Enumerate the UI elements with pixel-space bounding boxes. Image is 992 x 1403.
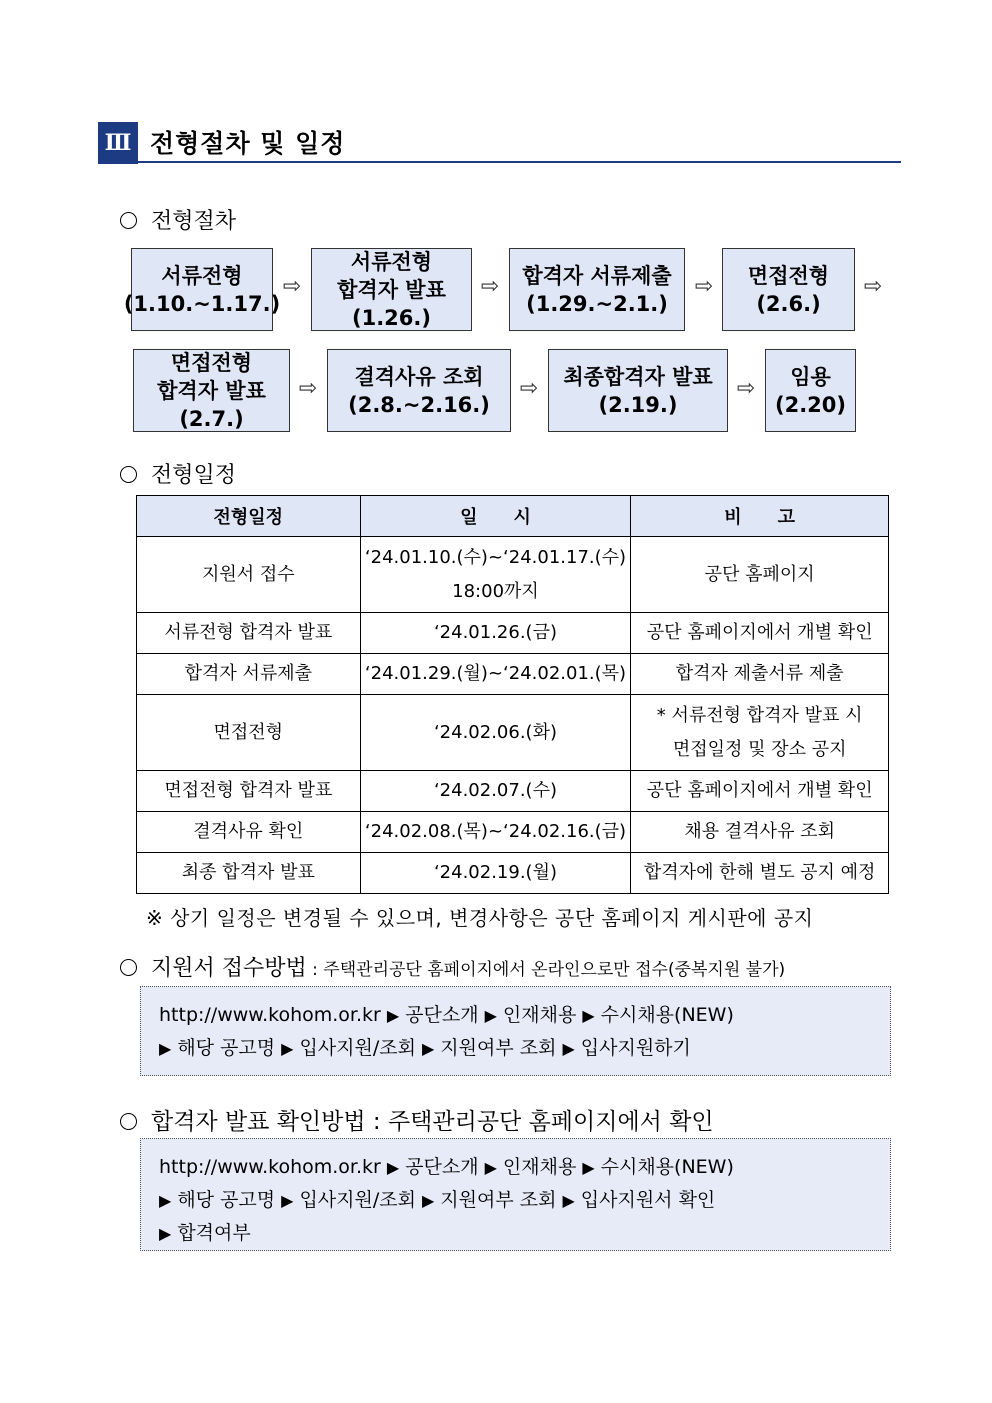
arrow-right-icon: ⇨ [736,376,756,401]
apply-heading [120,951,785,982]
cell-stage: 최종 합격자 발표 [137,853,361,894]
apply-heading-text: 지원서 접수방법 [151,956,307,981]
cell-date: ‘24.02.08.(목)~‘24.02.16.(금) [360,812,631,853]
step-line: 면접전형 [170,350,253,375]
schedule-heading [120,458,236,489]
cell-date: ‘24.02.19.(월) [360,853,631,894]
procedure-heading-text: 전형절차 [151,209,237,234]
cell-date: ‘24.02.06.(화) [360,695,631,771]
path-line [159,1032,872,1065]
cell-stage: 지원서 접수 [137,537,361,613]
table-row [137,613,889,654]
triangle-right-icon: ▶ [159,1224,172,1243]
path-step: 입사지원서 확인 [580,1189,716,1211]
step-line: (2.8.~2.16.) [348,392,490,417]
process-step-7 [548,349,728,432]
triangle-right-icon: ▶ [582,1006,595,1025]
note-line: 면접일정 및 장소 공지 [672,738,847,760]
table-row [137,771,889,812]
path-step: 수시채용(NEW) [600,1156,734,1178]
apply-description: : 주택관리공단 홈페이지에서 온라인으로만 접수(중복지원 불가) [306,960,786,980]
process-step-3 [509,248,685,331]
path-step: 공단소개 [405,1004,479,1026]
path-step: 해당 공고명 [177,1037,276,1059]
cell-note: 공단 홈페이지 [631,537,889,613]
path-line [159,1151,872,1184]
triangle-right-icon: ▶ [281,1191,294,1210]
step-line: (1.29.~2.1.) [526,291,668,316]
step-line: (1.10.~1.17.) [123,291,281,316]
cell-stage: 면접전형 [137,695,361,771]
cell-note: 합격자에 한해 별도 공지 예정 [631,853,889,894]
circle-bullet-icon [120,212,137,229]
step-line: (2.7.) [179,406,244,431]
column-header-note: 비 고 [631,496,889,537]
circle-bullet-icon [120,959,137,976]
cell-stage: 결격사유 확인 [137,812,361,853]
cell-note: 채용 결격사유 조회 [631,812,889,853]
triangle-right-icon: ▶ [484,1006,497,1025]
result-heading [120,1103,714,1136]
triangle-right-icon: ▶ [159,1039,172,1058]
step-line: 서류전형 [161,263,243,288]
triangle-right-icon: ▶ [562,1191,575,1210]
step-line: (2.6.) [756,291,821,316]
procedure-heading [120,204,236,235]
path-step: 지원여부 조회 [440,1189,557,1211]
process-step-6 [327,349,511,432]
schedule-heading-text: 전형일정 [151,463,237,488]
cell-note: 공단 홈페이지에서 개별 확인 [631,613,889,654]
section-title: 전형절차 및 일정 [150,129,346,158]
table-row [137,695,889,771]
section-underline [98,161,901,163]
schedule-footnote: ※ 상기 일정은 변경될 수 있으며, 변경사항은 공단 홈페이지 게시판에 공지 [146,906,814,930]
step-line: (2.20) [774,392,846,417]
result-heading-text: 합격자 발표 확인방법 : 주택관리공단 홈페이지에서 확인 [151,1109,714,1135]
table-row [137,812,889,853]
cell-date: ‘24.02.07.(수) [360,771,631,812]
path-step: 수시채용(NEW) [600,1004,734,1026]
step-line: 결격사유 조회 [354,364,484,389]
path-line [159,1184,872,1217]
cell-date: ‘24.01.26.(금) [360,613,631,654]
process-step-1 [123,248,281,331]
homepage-url[interactable]: http://www.kohom.or.kr [159,1156,381,1178]
column-header-date: 일 시 [360,496,631,537]
arrow-right-icon: ⇨ [694,274,714,299]
result-path-box [140,1138,891,1251]
path-step: 인재채용 [502,1004,577,1026]
step-line: (1.26.) [352,305,431,330]
triangle-right-icon: ▶ [421,1191,435,1210]
triangle-right-icon: ▶ [281,1039,294,1058]
path-line [159,999,872,1032]
step-line: (2.19.) [598,392,678,417]
triangle-right-icon: ▶ [484,1158,497,1177]
apply-path-box [140,986,891,1076]
section-number: Ⅲ [98,122,138,164]
step-line: 임용 [790,364,831,389]
circle-bullet-icon [120,466,137,483]
step-line: 최종합격자 발표 [563,364,713,389]
process-step-2 [311,248,472,331]
step-line: 합격자 발표 [157,378,266,403]
circle-bullet-icon [120,1113,137,1130]
triangle-right-icon: ▶ [386,1006,400,1025]
path-step: 해당 공고명 [177,1189,276,1211]
path-step: 합격여부 [177,1222,251,1244]
step-line: 합격자 발표 [337,277,446,302]
cell-note: 합격자 제출서류 제출 [631,654,889,695]
triangle-right-icon: ▶ [386,1158,400,1177]
cell-note: 공단 홈페이지에서 개별 확인 [631,771,889,812]
column-header-stage: 전형일정 [137,496,361,537]
process-step-4 [722,248,855,331]
path-line [159,1217,872,1250]
arrow-right-icon: ⇨ [282,274,302,299]
step-line: 면접전형 [747,263,830,288]
step-line: 합격자 서류제출 [522,263,672,288]
cell-stage: 서류전형 합격자 발표 [137,613,361,654]
step-line: 서류전형 [350,249,433,274]
arrow-right-icon: ⇨ [519,376,539,401]
triangle-right-icon: ▶ [582,1158,595,1177]
cell-date [360,537,631,613]
triangle-right-icon: ▶ [421,1039,435,1058]
cell-stage: 합격자 서류제출 [137,654,361,695]
table-row [137,537,889,613]
triangle-right-icon: ▶ [562,1039,575,1058]
path-step: 인재채용 [502,1156,577,1178]
path-step: 지원여부 조회 [440,1037,557,1059]
process-step-8 [765,349,856,432]
table-row [137,654,889,695]
schedule-table [136,495,889,894]
table-header-row [137,496,889,537]
process-step-5 [133,349,290,432]
cell-date: ‘24.01.29.(월)~‘24.02.01.(목) [360,654,631,695]
cell-stage: 면접전형 합격자 발표 [137,771,361,812]
table-row [137,853,889,894]
arrow-right-icon: ⇨ [480,274,500,299]
arrow-right-icon: ⇨ [298,376,318,401]
arrow-right-icon: ⇨ [863,274,883,299]
path-step: 입사지원하기 [580,1037,691,1059]
cell-note [631,695,889,771]
path-step: 입사지원/조회 [299,1037,416,1059]
date-line: 18:00까지 [452,580,539,602]
path-step: 입사지원/조회 [299,1189,416,1211]
triangle-right-icon: ▶ [159,1191,172,1210]
date-line: ‘24.01.10.(수)~‘24.01.17.(수) [364,546,627,568]
note-line: * 서류전형 합격자 발표 시 [656,704,863,726]
homepage-url[interactable]: http://www.kohom.or.kr [159,1004,381,1026]
path-step: 공단소개 [405,1156,479,1178]
